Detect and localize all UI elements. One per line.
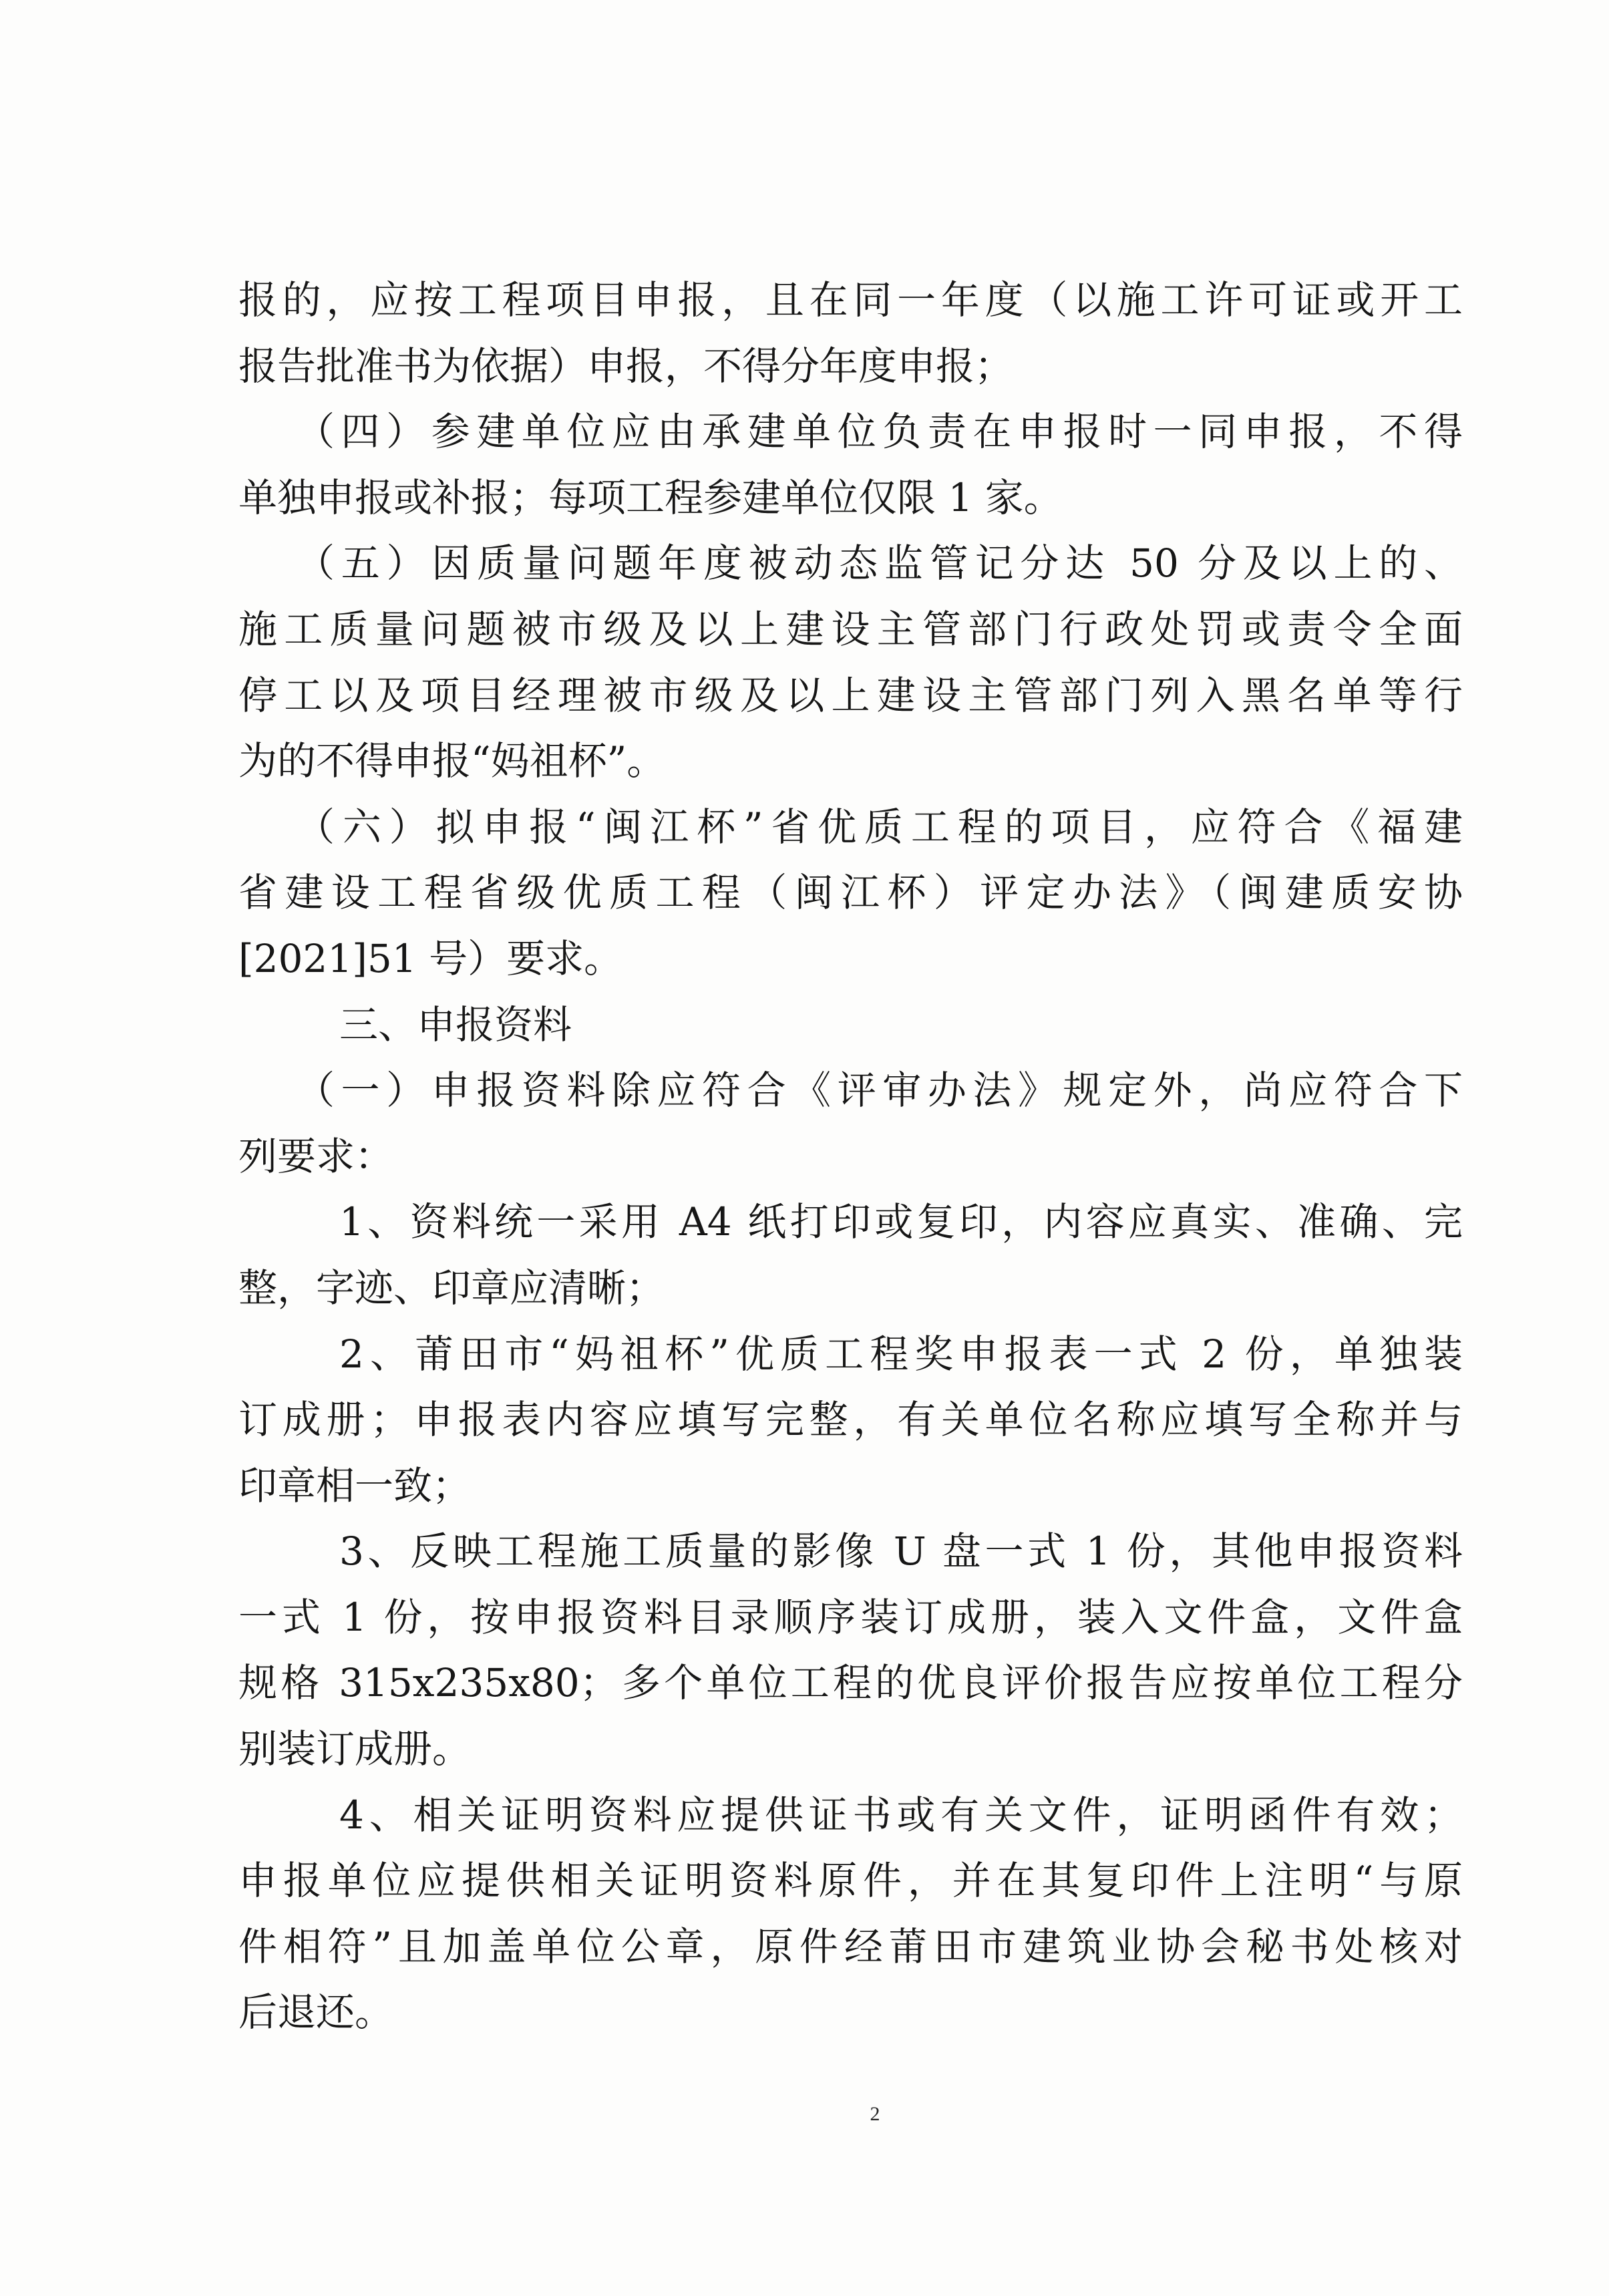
section-heading (238, 992, 1463, 1058)
text-line: 4、相关证明资料应提供证书或有关文件，证明函件有效； (339, 1792, 1463, 1838)
text-line: 整，字迹、印章应清晰； (238, 1265, 665, 1311)
text-line: 报告批准书为依据）申报，不得分年度申报； (238, 343, 1014, 389)
text-line: （五）因质量问题年度被动态监管记分达 50 分及以上的、 (296, 540, 1463, 587)
text-line: 3、反映工程施工质量的影像 U 盘一式 1 份，其他申报资料 (339, 1528, 1463, 1575)
paragraph-sub-1 (238, 1057, 1463, 1189)
text-line: 报的，应按工程项目申报，且在同一年度（以施工许可证或开工 (238, 277, 1463, 323)
text-line: 为的不得申报“妈祖杯”。 (238, 738, 666, 784)
text-line: 一式 1 份，按申报资料目录顺序装订成册，装入文件盒，文件盒 (238, 1594, 1463, 1640)
text-line: 施工质量问题被市级及以上建设主管部门行政处罚或责令全面 (238, 606, 1463, 652)
text-line: 别装订成册。 (238, 1726, 472, 1772)
text-line: （四）参建单位应由承建单位负责在申报时一同申报，不得 (296, 409, 1463, 455)
body-text (238, 267, 1463, 2045)
paragraph-item-6 (238, 794, 1463, 992)
paragraph-item-4 (238, 399, 1463, 530)
paragraph-continuation (238, 267, 1463, 399)
list-item-2 (238, 1321, 1463, 1519)
text-line: 单独申报或补报；每项工程参建单位仅限 1 家。 (238, 474, 1063, 520)
text-line: 申报单位应提供相关证明资料原件，并在其复印件上注明“与原 (238, 1858, 1463, 1904)
list-item-3 (238, 1518, 1463, 1782)
text-line: （六）拟申报“闽江杯”省优质工程的项目，应符合《福建 (296, 804, 1463, 850)
list-item-4 (238, 1782, 1463, 2045)
text-line: 印章相一致； (238, 1462, 472, 1508)
text-line: [2021]51 号）要求。 (238, 935, 623, 981)
text-line: 2、莆田市“妈祖杯”优质工程奖申报表一式 2 份，单独装 (339, 1331, 1463, 1377)
text-line: （一）申报资料除应符合《评审办法》规定外，尚应符合下 (296, 1068, 1463, 1114)
list-item-1 (238, 1189, 1463, 1321)
text-line: 列要求： (238, 1133, 394, 1179)
text-line: 停工以及项目经理被市级及以上建设主管部门列入黑名单等行 (238, 672, 1463, 718)
paragraph-item-5 (238, 530, 1463, 794)
page-number: 2 (870, 2103, 880, 2125)
text-line: 规格 315x235x80；多个单位工程的优良评价报告应按单位工程分 (238, 1660, 1463, 1706)
heading-text: 三、申报资料 (339, 1001, 572, 1047)
text-line: 省建设工程省级优质工程（闽江杯）评定办法》（闽建质安协 (238, 870, 1463, 916)
text-line: 1、资料统一采用 A4 纸打印或复印，内容应真实、准确、完 (339, 1199, 1463, 1245)
text-line: 件相符”且加盖单位公章，原件经莆田市建筑业协会秘书处核对 (238, 1923, 1463, 1969)
text-line: 后退还。 (238, 1989, 394, 2035)
text-line: 订成册；申报表内容应填写完整，有关单位名称应填写全称并与 (238, 1397, 1463, 1443)
